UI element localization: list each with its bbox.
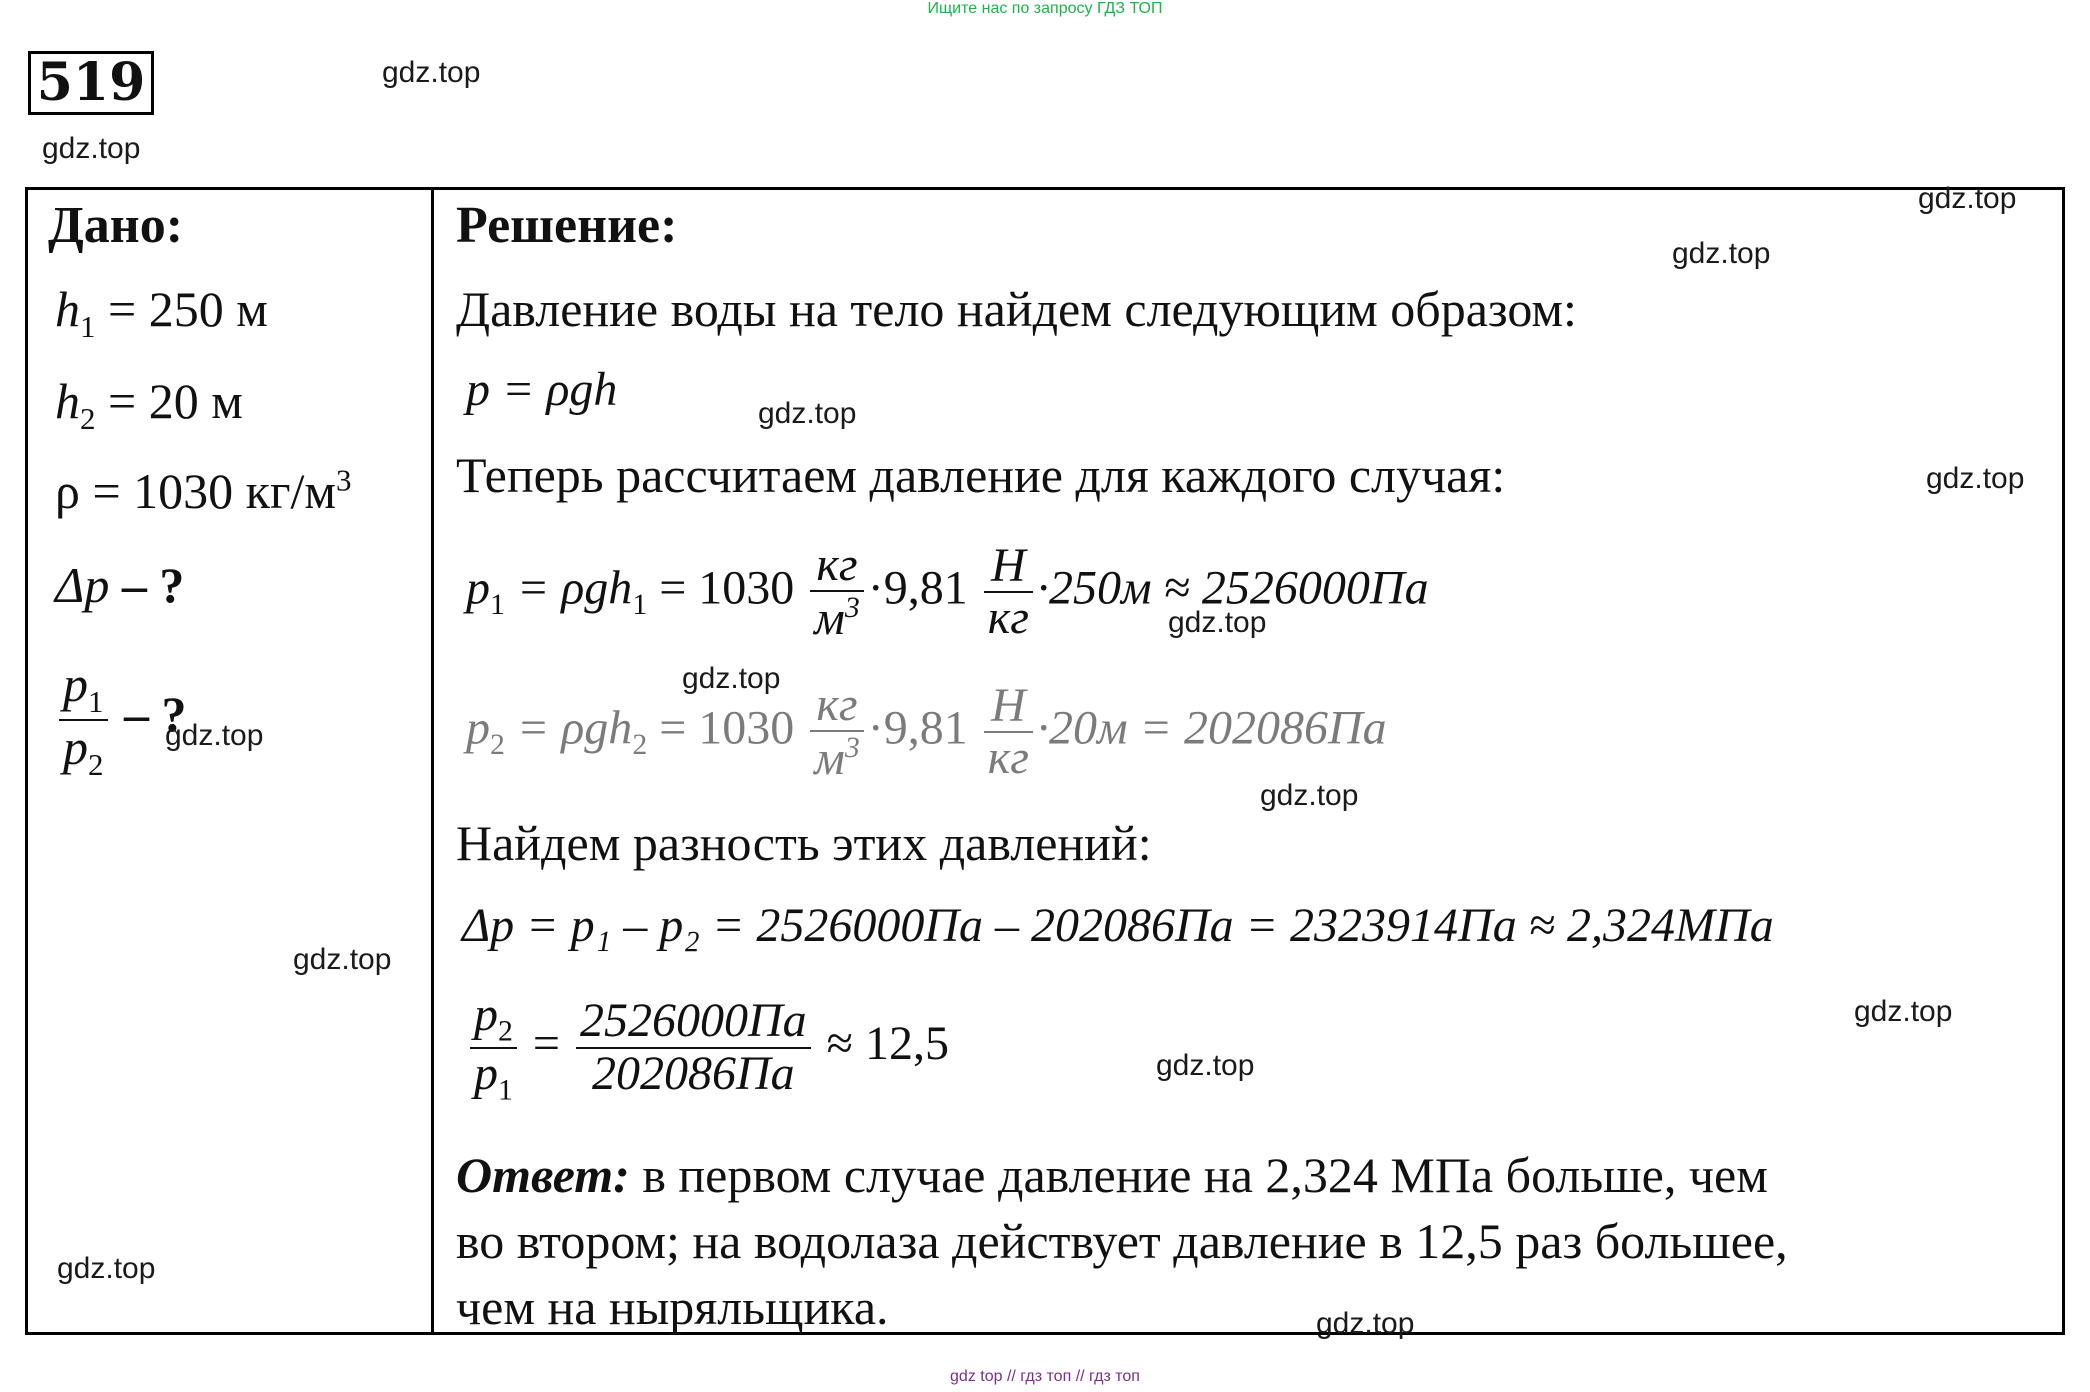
solution-heading: Решение:	[456, 197, 678, 254]
watermark: gdz.top	[293, 943, 392, 976]
watermark: gdz.top	[1168, 606, 1267, 639]
given-heading: Дано:	[48, 197, 184, 254]
watermark: gdz.top	[42, 132, 141, 165]
given-ratio: $\frac{p_1}{p_2}$ – ?	[55, 658, 187, 781]
diff-intro-text: Найдем разность этих давлений:	[456, 815, 1152, 871]
watermark: gdz.top	[1156, 1049, 1255, 1082]
watermark: gdz.top	[382, 56, 481, 89]
watermark: gdz.top	[1672, 237, 1771, 270]
given-h2: $h_2 = 20$ м	[55, 373, 243, 436]
given-h1: $h_1 = 250$ м	[55, 281, 268, 344]
watermark: gdz.top	[165, 719, 264, 752]
ratio-formula: $\frac{p_2}{p_1}$ = $\frac{2526000Па}{202086Па}$ ≈ 12,5	[466, 990, 949, 1106]
watermark: gdz.top	[1260, 779, 1359, 812]
p2-formula: $p_2 = \rho gh_2 = 1030$ $\frac{кг}{м^3}$ ·9,81 $\frac{Н}{кг}$ ·20м = 202086Па	[466, 678, 1387, 786]
watermark: gdz.top	[57, 1252, 156, 1285]
problem-number: 519	[28, 51, 154, 115]
watermark: gdz.top	[1918, 182, 2017, 215]
watermark: gdz.top	[1926, 462, 2025, 495]
bottom-banner[interactable]: gdz top // гдз топ // гдз топ	[950, 1368, 1140, 1385]
answer-block: Ответ: в первом случае давление на 2,324 МПа больше, чем во втором; на водолаза действует давление в 12,5 раз большее, чем на ныряльщика.	[456, 1147, 1788, 1335]
p1-formula: $p_1 = \rho gh_1 = 1030$ $\frac{кг}{м^3}$ ·9,81 $\frac{Н}{кг}$ ·250м ≈ 2526000Па	[466, 538, 1429, 646]
column-divider	[431, 187, 434, 1335]
watermark: gdz.top	[758, 397, 857, 430]
watermark: gdz.top	[1854, 995, 1953, 1028]
given-rho: ρ = 1030 $кг/м^3$	[55, 462, 352, 519]
given-delta-p: Δp – ?	[55, 557, 185, 613]
intro-text: Давление воды на тело найдем следующим образом:	[456, 281, 1577, 337]
base-formula: p = ρgh	[466, 363, 618, 416]
top-banner[interactable]: Ищите нас по запросу ГДЗ ТОП	[927, 0, 1163, 17]
calc-intro-text: Теперь рассчитаем давление для каждого случая:	[456, 447, 1506, 503]
diff-formula: Δp = p₁ – p₂ = 2526000Па – 202086Па = 2323914Па ≈ 2,324МПа	[462, 899, 1774, 952]
watermark: gdz.top	[1316, 1307, 1415, 1340]
watermark: gdz.top	[682, 662, 781, 695]
